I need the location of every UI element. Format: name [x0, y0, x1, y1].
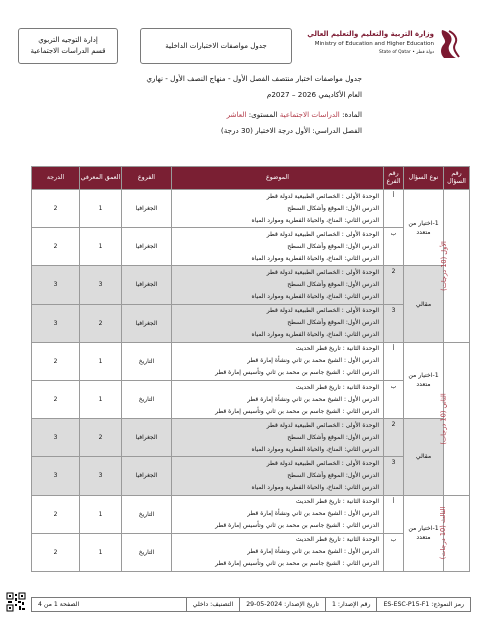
branch-field: الجغرافيا — [122, 457, 172, 495]
topic-line: الدرس الثاني: المناخ، والحياة الفطرية وموارد المياه — [251, 216, 379, 224]
qtype-cell: 1-اختيار من متعدد — [404, 342, 444, 418]
topic-line: الدرس الأول : الشيخ محمد بن ثاني ونشأة إمارة قطر — [247, 395, 379, 403]
branch-no: أ — [384, 495, 404, 533]
topic-line: الدرس الأول : الشيخ محمد بن ثاني ونشأة إمارة قطر — [247, 548, 379, 556]
qtype-cell: 1-اختيار من متعدد — [404, 495, 444, 571]
topic-line: الوحدة الثانية : تاريخ قطر الحديث — [295, 536, 379, 544]
topic-line: الوحدة الأولى : الخصائص الطبيعية لدولة قطر — [266, 268, 379, 276]
depth-value: 1 — [80, 228, 122, 266]
table-header-row — [32, 167, 470, 190]
topic-line: الدرس الثاني : الشيخ جاسم بن محمد بن ثاني وتأسيس إمارة قطر — [215, 522, 379, 530]
branch-no: 2 — [384, 266, 404, 304]
col-qnum: رقم السؤال — [444, 167, 470, 190]
department-box — [18, 28, 118, 64]
table-row — [32, 419, 470, 457]
branch-field: الجغرافيا — [122, 266, 172, 304]
topic-line: الدرس الأول: الموقع وأشكال السطح — [287, 280, 379, 288]
ministry-name-en: Ministry of Education and Higher Education — [314, 41, 434, 47]
topic-cell — [172, 304, 384, 342]
branch-field: الجغرافيا — [122, 304, 172, 342]
topic-cell — [172, 190, 384, 228]
document-footer — [31, 597, 471, 612]
col-grade: الدرجة — [32, 167, 80, 190]
qtype-cell: مقالي — [404, 419, 444, 495]
branch-field: التاريخ — [122, 533, 172, 571]
topic-line: الدرس الأول: الموقع وأشكال السطح — [287, 433, 379, 441]
qtype-cell: 1-اختيار من متعدد — [404, 190, 444, 266]
col-branches: الفروع — [122, 167, 172, 190]
depth-value: 2 — [80, 304, 122, 342]
col-depth: العمق المعرفي — [80, 167, 122, 190]
branch-field: التاريخ — [122, 380, 172, 418]
topic-cell — [172, 342, 384, 380]
level-value: العاشر — [226, 110, 247, 119]
term-line: الفصل الدراسي: الأول درجة الاختبار (30 درجة) — [220, 126, 362, 135]
topic-line: الدرس الثاني: المناخ، والحياة الفطرية وموارد المياه — [251, 331, 379, 339]
round-2-cell — [439, 342, 470, 495]
branch-no: ب — [384, 380, 404, 418]
topic-line: الدرس الأول : الشيخ محمد بن ثاني ونشأة إمارة قطر — [247, 357, 379, 365]
round-2-label: الثاني (10 درجات) — [439, 392, 448, 445]
topic-line: الدرس الثاني : الشيخ جاسم بن محمد بن ثاني وتأسيس إمارة قطر — [215, 407, 379, 415]
depth-value: 1 — [80, 190, 122, 228]
level-label: المستوى: — [248, 110, 278, 119]
branch-no: 3 — [384, 457, 404, 495]
page-number: الصفحة 1 من 4 — [38, 601, 80, 608]
grade-value: 2 — [32, 495, 80, 533]
round-1-cell — [440, 190, 470, 343]
classification: التصنيف: داخلي — [186, 598, 240, 611]
grade-value: 3 — [32, 304, 80, 342]
topic-line: الدرس الأول : الشيخ محمد بن ثاني ونشأة إمارة قطر — [247, 510, 379, 518]
branch-field: التاريخ — [122, 495, 172, 533]
round-1-label: الأول (10 درجات) — [440, 241, 449, 291]
round-3-cell — [438, 495, 470, 571]
topic-line: الدرس الثاني: المناخ، والحياة الفطرية وموارد المياه — [251, 483, 379, 491]
grade-value: 2 — [32, 342, 80, 380]
branch-field: الجغرافيا — [122, 419, 172, 457]
ministry-name-ar: وزارة التربية والتعليم والتعليم العالي — [307, 30, 434, 38]
grade-value: 2 — [32, 533, 80, 571]
col-qtype: نوع السؤال — [404, 167, 444, 190]
topic-line: الوحدة الثانية : تاريخ قطر الحديث — [295, 345, 379, 353]
exam-title: جدول مواصفات اختبار منتصف الفصل الأول - منهاج النصف الأول - نهاري — [146, 74, 362, 83]
depth-value: 2 — [80, 419, 122, 457]
qr-code-icon — [6, 592, 26, 612]
col-topic: الموضوع — [172, 167, 384, 190]
depth-value: 1 — [80, 342, 122, 380]
table-row — [32, 495, 470, 533]
depth-value: 1 — [80, 533, 122, 571]
topic-line: الدرس الثاني: المناخ، والحياة الفطرية وموارد المياه — [251, 445, 379, 453]
col-branch-no: رقم الفرع — [384, 167, 404, 190]
academic-year: العام الأكاديمي 2026 – 2027م — [266, 90, 362, 99]
branch-no: ب — [384, 533, 404, 571]
depth-value: 1 — [80, 495, 122, 533]
topic-cell — [172, 228, 384, 266]
issue-number: رقم الإصدار: 1 — [325, 598, 376, 611]
ministry-emblem-icon — [438, 28, 460, 60]
topic-line: الوحدة الثانية : تاريخ قطر الحديث — [295, 498, 379, 506]
form-code: رمز النموذج: ES-ESC-P15-F1 — [376, 598, 470, 611]
topic-line: الدرس الأول: الموقع وأشكال السطح — [287, 471, 379, 479]
branch-field: الجغرافيا — [122, 228, 172, 266]
issue-date: تاريخ الإصدار: 2024-05-29 — [239, 598, 325, 611]
branch-no: أ — [384, 342, 404, 380]
topic-line: الوحدة الأولى : الخصائص الطبيعية لدولة قطر — [266, 421, 379, 429]
topic-line: الدرس الأول: الموقع وأشكال السطح — [287, 204, 379, 212]
state-of-qatar: State of Qatar • دولة قطر — [378, 50, 434, 55]
table-row — [32, 266, 470, 304]
topic-line: الوحدة الأولى : الخصائص الطبيعية لدولة قطر — [266, 192, 379, 200]
topic-line: الوحدة الثانية : تاريخ قطر الحديث — [295, 383, 379, 391]
branch-field: التاريخ — [122, 342, 172, 380]
branch-no: 2 — [384, 419, 404, 457]
topic-line: الوحدة الأولى : الخصائص الطبيعية لدولة قطر — [266, 459, 379, 467]
department-line-1: إدارة التوجيه التربوي — [38, 36, 98, 44]
grade-value: 2 — [32, 228, 80, 266]
table-row — [32, 342, 470, 380]
subject-value: الدراسات الاجتماعية — [279, 110, 340, 119]
subject-level-line — [227, 110, 362, 119]
topic-line: الدرس الثاني: المناخ، والحياة الفطرية وموارد المياه — [251, 254, 379, 262]
depth-value: 3 — [80, 457, 122, 495]
depth-value: 3 — [80, 266, 122, 304]
grade-value: 2 — [32, 380, 80, 418]
topic-cell — [172, 495, 384, 533]
branch-no: ب — [384, 228, 404, 266]
table-row — [32, 190, 470, 228]
document-type-label: جدول مواصفات الاختبارات الداخلية — [165, 41, 267, 50]
document-type-box — [140, 28, 292, 64]
department-line-2: قسم الدراسات الاجتماعية — [30, 47, 106, 55]
grade-value: 2 — [32, 190, 80, 228]
branch-no: أ — [384, 190, 404, 228]
topic-cell — [172, 380, 384, 418]
topic-line: الدرس الثاني : الشيخ جاسم بن محمد بن ثاني وتأسيس إمارة قطر — [215, 369, 379, 377]
topic-cell — [172, 419, 384, 457]
qtype-cell: مقالي — [404, 266, 444, 342]
ministry-logo — [307, 26, 460, 64]
grade-value: 3 — [32, 457, 80, 495]
topic-cell — [172, 533, 384, 571]
topic-cell — [172, 266, 384, 304]
depth-value: 1 — [80, 380, 122, 418]
topic-line: الدرس الأول: الموقع وأشكال السطح — [287, 319, 379, 327]
topic-line: الدرس الأول: الموقع وأشكال السطح — [287, 242, 379, 250]
spec-table — [31, 166, 470, 572]
branch-field: الجغرافيا — [122, 190, 172, 228]
topic-line: الوحدة الأولى : الخصائص الطبيعية لدولة قطر — [266, 307, 379, 315]
topic-line: الدرس الثاني : الشيخ جاسم بن محمد بن ثاني وتأسيس إمارة قطر — [215, 560, 379, 568]
round-3-label: الثالث (10 درجات) — [438, 506, 447, 560]
grade-value: 3 — [32, 266, 80, 304]
grade-value: 3 — [32, 419, 80, 457]
topic-line: الوحدة الأولى : الخصائص الطبيعية لدولة قطر — [266, 230, 379, 238]
subject-label: المادة: — [342, 110, 362, 119]
branch-no: 3 — [384, 304, 404, 342]
topic-line: الدرس الثاني: المناخ، والحياة الفطرية وموارد المياه — [251, 292, 379, 300]
topic-cell — [172, 457, 384, 495]
